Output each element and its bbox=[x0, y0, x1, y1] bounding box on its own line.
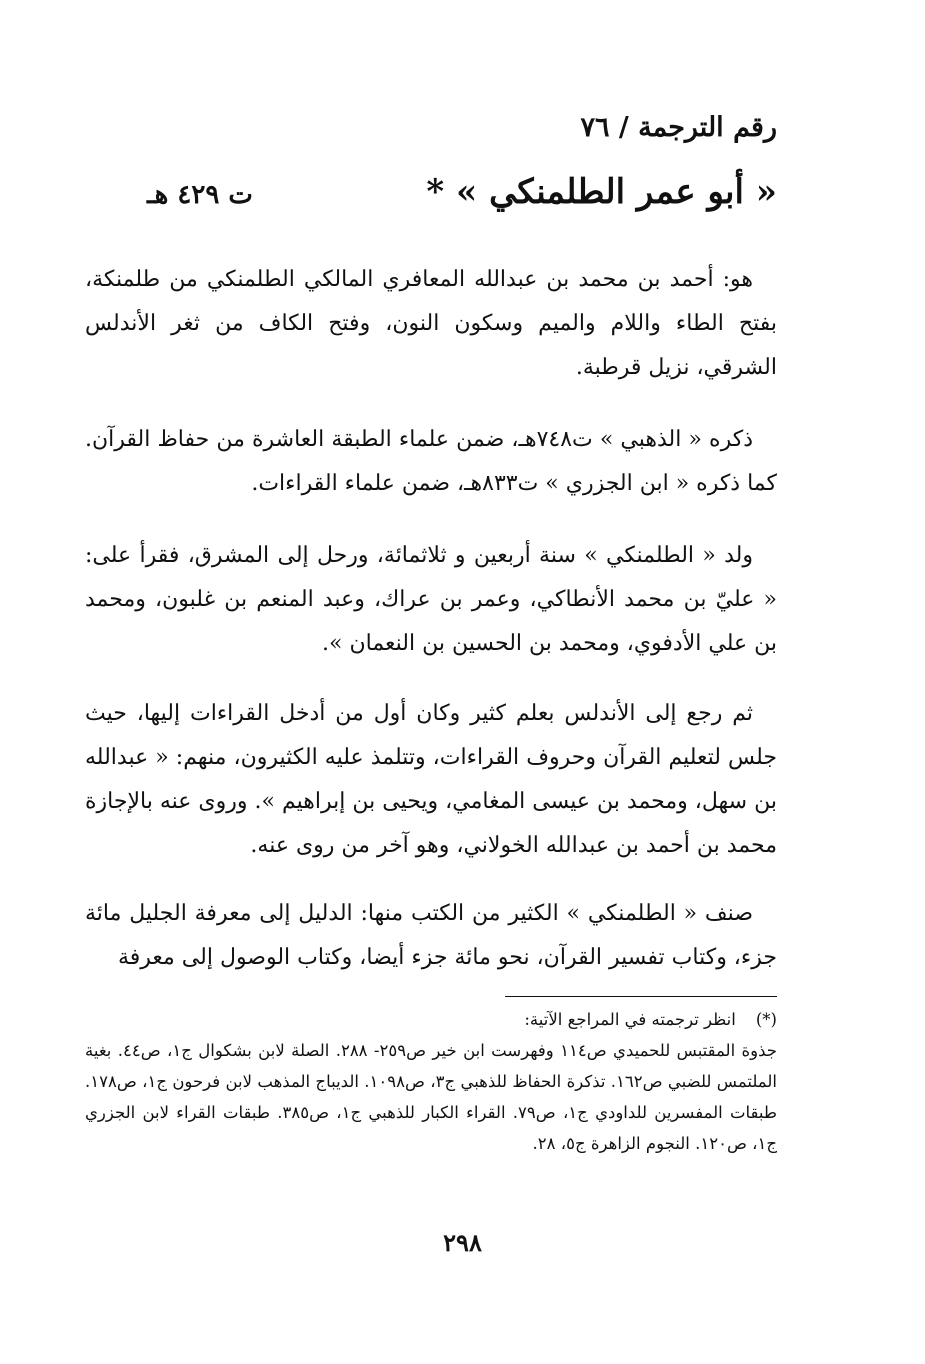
paragraph-return-teaching: ثم رجع إلى الأندلس بعلم كثير وكان أول من أدخل القراءات إليها، حيث جلس لتعليم القرآن وحروف القراءات، وتتلمذ عليه الكثيرون، منهم: « عبدالله بن سهل، ومحمد بن عيسى المغامي، ويحيى بن إبراهيم ». وروى عنه بالإجازة محمد بن أحمد بن عبدالله الخولاني، وهو آخر من روى عنه. bbox=[85, 701, 777, 858]
paragraph-mentions: ذكره « الذهبي » ت٧٤٨هـ، ضمن علماء الطبقة العاشرة من حفاظ القرآن. كما ذكره « ابن الجزري » ت٨٣٣هـ، ضمن علماء القراءات. bbox=[85, 427, 777, 496]
paragraph-identity: هو: أحمد بن محمد بن عبدالله المعافري المالكي الطلمنكي من طلمنكة، بفتح الطاء واللام والميم وسكون النون، وفتح الكاف من ثغر الأندلس الشرقي، نزيل قرطبة. bbox=[85, 267, 777, 380]
entry-number: رقم الترجمة / ٧٦ bbox=[580, 112, 777, 143]
death-date: ت ٤٢٩ هـ bbox=[147, 180, 253, 210]
footnote-intro: انظر ترجمته في المراجع الآتية: bbox=[524, 1010, 736, 1029]
footnote-intro-line bbox=[85, 1004, 777, 1035]
paragraph-birth-travel: ولد « الطلمنكي » سنة أربعين و ثلاثمائة، ورحل إلى المشرق، فقرأ على: « عليّ بن محمد الأنطاكي، وعمر بن عراك، وعبد المنعم بن غلبون، ومحمد بن علي الأدفوي، ومحمد بن الحسين بن النعمان ». bbox=[85, 543, 777, 656]
paragraph-works: صنف « الطلمنكي » الكثير من الكتب منها: الدليل إلى معرفة الجليل مائة جزء، وكتاب تفسير القرآن، نحو مائة جزء أيضا، وكتاب الوصول إلى معرفة bbox=[85, 901, 777, 970]
footnote-references: جذوة المقتبس للحميدي ص١١٤ وفهرست ابن خير ص٢٥٩- ٢٨٨. الصلة لابن بشكوال ج١، ص٤٤. بغية الملتمس للضبي ص١٦٢. تذكرة الحفاظ للذهبي ج٣، ص١٠٩٨. الديباج المذهب لابن فرحون ج١، ص١٧٨. طبقات المفسرين للداودي ج١، ص٧٩. القراء الكبار للذهبي ج١، ص٣٨٥. طبقات القراء لابن الجزري ج١، ص١٢٠. النجوم الزاهرة ج٥، ٢٨. bbox=[85, 1041, 778, 1153]
footnote bbox=[85, 1004, 777, 1159]
entry-title bbox=[147, 172, 777, 212]
footnote-divider bbox=[505, 996, 777, 997]
page-number: ٢٩٨ bbox=[443, 1228, 482, 1257]
footnote-marker: (*) bbox=[755, 1010, 777, 1029]
scholar-name: « أبو عمر الطلمنكي » * bbox=[426, 172, 777, 212]
